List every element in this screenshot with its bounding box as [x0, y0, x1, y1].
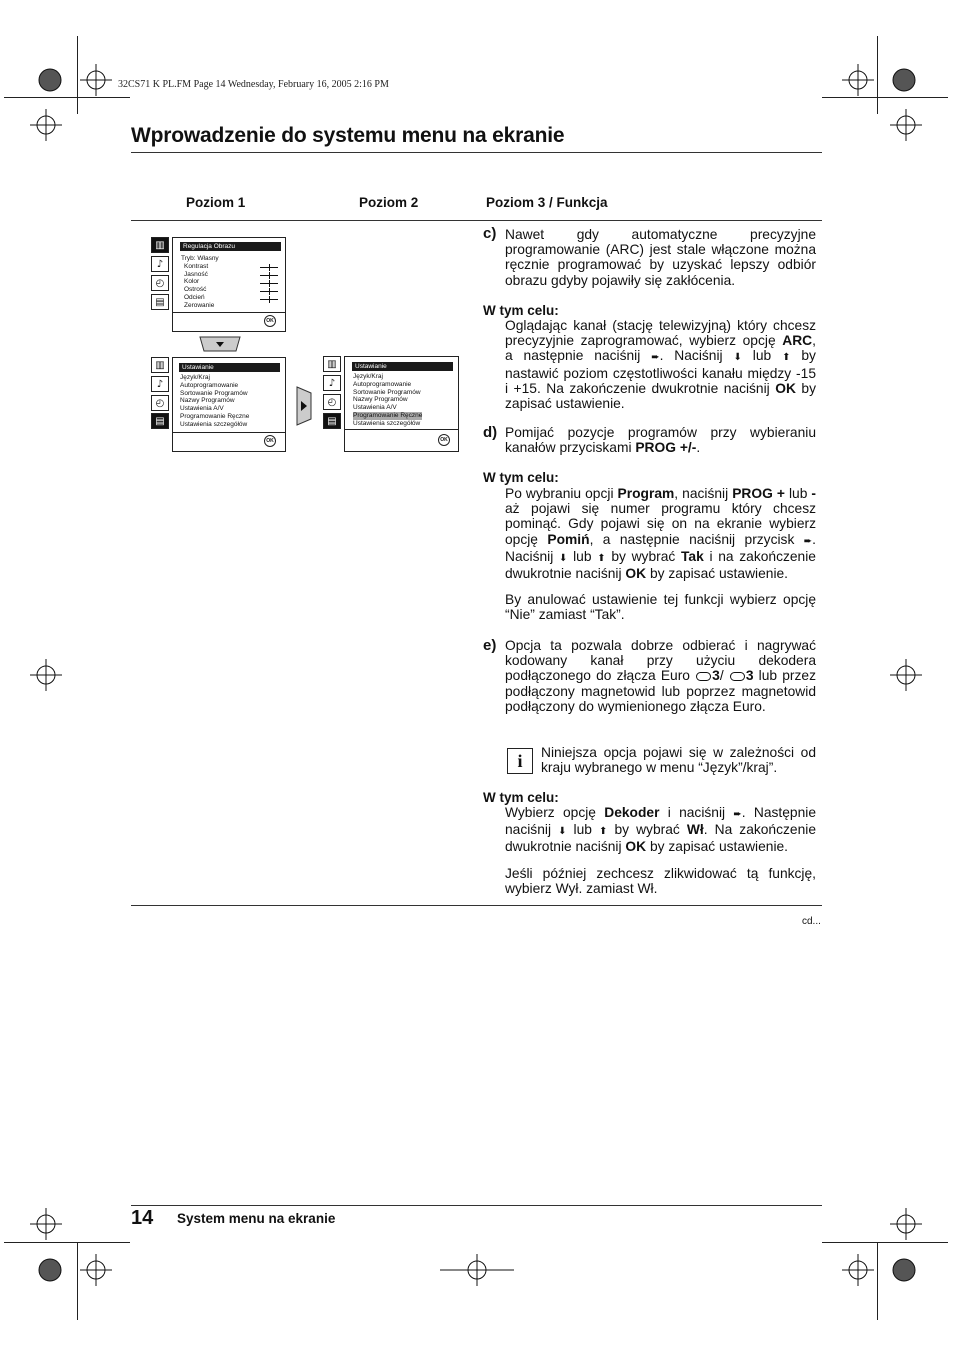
hue-slider: [260, 299, 278, 300]
ok-icon: OK: [264, 315, 276, 327]
right-arrow-icon: ➨: [651, 352, 660, 364]
page-title: Wprowadzenie do systemu menu na ekranie: [131, 124, 565, 147]
timer-menu-icon: ◴: [151, 395, 169, 411]
timer-menu-icon: ◴: [151, 275, 169, 291]
timer-menu-icon: ◴: [323, 394, 341, 410]
section-e-later: Jeśli później zechcesz zlikwidować tą funkcję, wybierz Wył. zamiast Wł.: [505, 866, 816, 897]
section-d-intro: Pomijać pozycje programów przy wybieraniu kanałów przyciskami PROG +/-.: [505, 425, 816, 456]
section-e-intro: Opcja ta pozwala dobrze odbierać i nagrywać kodowany kanał przy użyciu dekodera podłączonego do złącza Euro 3/ 3 lub przez podłączony magnetowid lub poprzez magnetowid podłączony do wymienionego złącza Euro.: [505, 638, 816, 714]
up-arrow-icon: ⬆: [599, 826, 608, 838]
menu-title-bar: Regulacja Obrazu: [180, 242, 281, 251]
sound-menu-icon: ♪: [151, 376, 169, 392]
page-number: 14: [131, 1207, 154, 1229]
column-rule: [131, 220, 822, 221]
footer-section: System menu na ekranie: [177, 1211, 336, 1226]
sound-menu-icon: ♪: [151, 256, 169, 272]
manual-programme-screen: [344, 356, 459, 452]
ok-icon: OK: [264, 435, 276, 447]
setup-menu-items: Język/Kraj Autoprogramowanie Sortowanie Programów Nazwy Programów Ustawienia A/V Programowanie Ręczne Ustawienia szczegółów: [180, 374, 250, 428]
right-arrow-icon: ➨: [733, 809, 742, 820]
setup-menu-icon: ▤: [323, 413, 341, 429]
file-info: 32CS71 K PL.FM Page 14 Wednesday, February 16, 2005 2:16 PM: [118, 79, 389, 90]
section-d-cancel: By anulować ustawienie tej funkcji wybierz opcję “Nie” zamiast “Tak”.: [505, 592, 816, 623]
section-e-label: e): [483, 637, 497, 654]
picture-menu-screen: [172, 237, 286, 332]
sharpness-slider: [260, 291, 278, 292]
down-arrow-icon: ⬇: [559, 552, 568, 564]
section-d-howto: W tym celu:: [483, 470, 559, 485]
column-level-2: Poziom 2: [359, 195, 419, 210]
picture-menu-icon: ▥: [323, 356, 341, 372]
picture-menu-items: Tryb: Własny Kontrast Jasność Kolor Ostrość Odcień Zerowanie: [181, 255, 219, 309]
menu-title-bar: Ustawianie: [179, 363, 280, 372]
setup-menu-icon: ▤: [151, 294, 169, 310]
down-arrow-icon: ⬇: [558, 826, 567, 838]
menu-title-bar: Ustawianie: [352, 362, 453, 371]
content-bottom-rule: [131, 905, 822, 906]
right-arrow-icon: ➨: [803, 535, 813, 547]
title-rule: [131, 152, 822, 153]
info-icon: i: [507, 748, 533, 774]
ok-icon: OK: [438, 434, 450, 446]
section-c-howto: W tym celu:: [483, 303, 559, 318]
section-e-howto: W tym celu:: [483, 790, 559, 805]
right-navigation-icon: [293, 385, 313, 427]
picture-menu-icon: ▥: [151, 357, 169, 373]
sound-menu-icon: ♪: [323, 375, 341, 391]
section-c-intro: Nawet gdy automatyczne precyzyjne programowanie (ARC) jest stale włączone można ręcznie programować by uzyskać lepszy odbiór obrazu gdyby pojawiły się zakłócenia.: [505, 227, 816, 288]
picture-menu-icon: ▥: [151, 237, 169, 253]
section-e-note: Niniejsza opcja pojawi się w zależności od kraju wybranego w menu “Język”/kraj”.: [541, 745, 816, 776]
column-level-1: Poziom 1: [186, 195, 246, 210]
section-c-label: c): [483, 225, 497, 242]
setup-menu-screen: [172, 357, 286, 452]
continued-label: cd...: [802, 916, 821, 927]
up-arrow-icon: ⬆: [782, 352, 791, 364]
down-arrow-icon: ⬇: [733, 352, 742, 364]
section-c-steps: Oglądając kanał (stację telewizyjną) który chcesz precyzyjnie zaprogramować, wybierz opcję ARC, a następnie naciśnij ➨. Naciśnij ⬇ lub ⬆ by nastawić poziom częstotliwości kanału między -15 i +15. Na zakończenie dwukrotnie naciśnij OK by zapisać ustawienie.: [505, 318, 816, 412]
setup-menu-items: Język/Kraj Autoprogramowanie Sortowanie Programów Nazwy Programów Ustawienia A/V Programowanie Ręczne Ustawienia szczegółów: [353, 373, 423, 427]
color-slider: [260, 283, 278, 284]
section-d-label: d): [483, 424, 498, 441]
up-arrow-icon: ⬆: [597, 552, 606, 564]
highlighted-item: Programowanie Ręczne: [353, 411, 423, 419]
euro-connector-icon: [730, 672, 745, 681]
section-e-steps: Wybierz opcję Dekoder i naciśnij ➨. Następnie naciśnij ⬇ lub ⬆ by wybrać Wł. Na zakończenie dwukrotnie naciśnij OK by zapisać ustawienie.: [505, 805, 817, 855]
brightness-slider: [260, 275, 278, 276]
setup-menu-icon: ▤: [151, 413, 169, 429]
contrast-slider: [260, 267, 278, 268]
column-level-3: Poziom 3 / Funkcja: [486, 195, 608, 210]
down-navigation-icon: [196, 335, 244, 353]
euro-connector-icon: [696, 672, 711, 681]
section-d-steps: Po wybraniu opcji Program, naciśnij PROG + lub - aż pojawi się numer programu który chcesz pominąć. Gdy pojawi się on na ekranie wybierz opcję Pomiń, a następnie naciśnij przycisk ➨. Naciśnij ⬇ lub ⬆ by wybrać Tak i na zakończenie dwukrotnie naciśnij OK by zapisać ustawienie.: [505, 486, 817, 582]
footer-rule: [131, 1205, 822, 1206]
